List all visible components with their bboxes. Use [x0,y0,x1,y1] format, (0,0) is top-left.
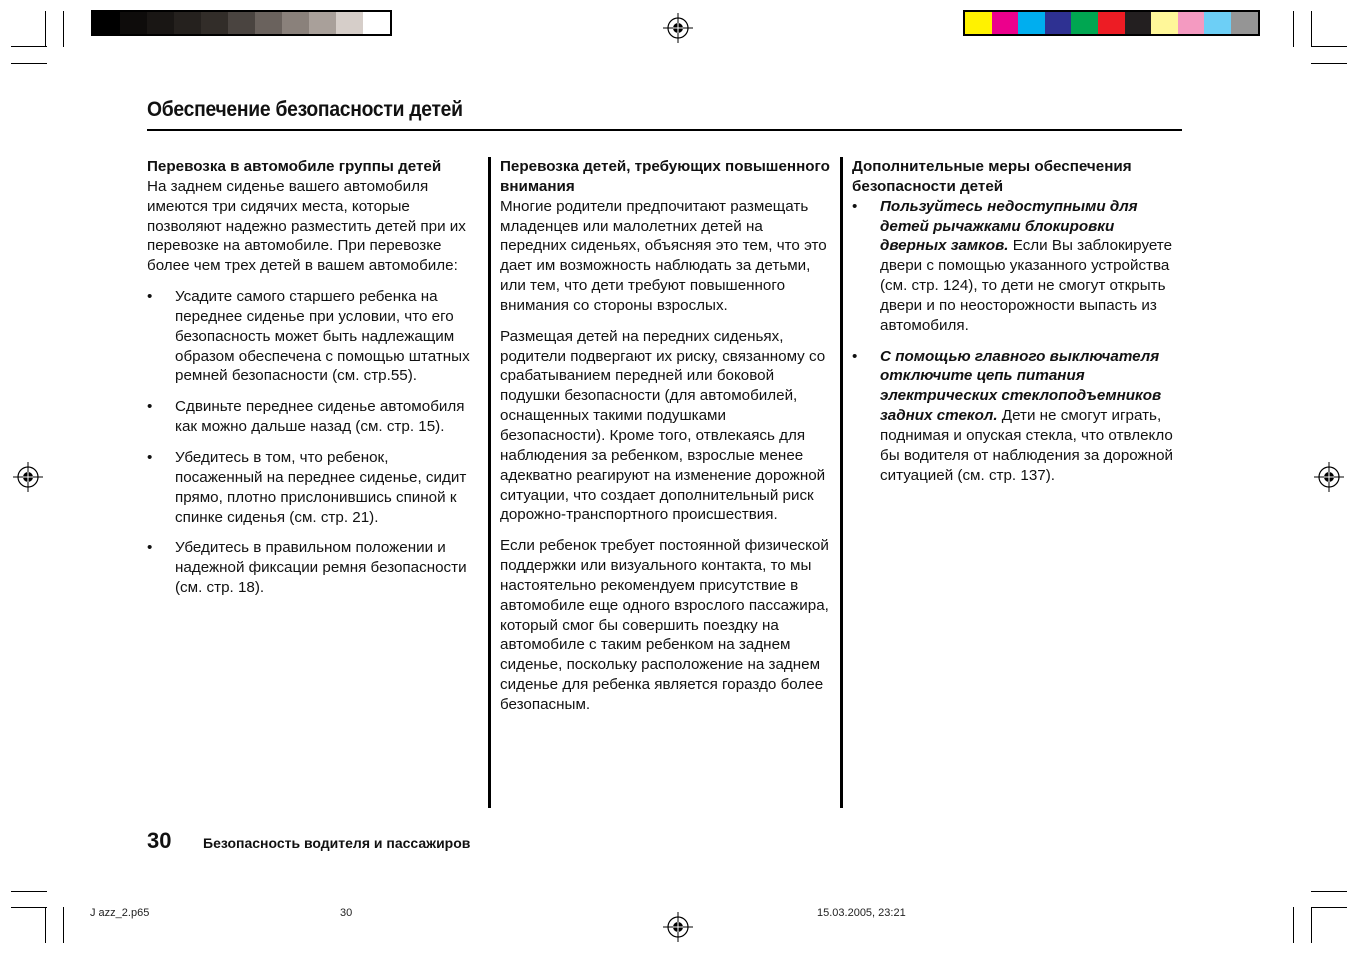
list-item-text: Убедитесь в правильном положении и надежной фиксации ремня безопасности (см. стр. 18). [175,539,467,597]
crop-mark [1293,907,1294,943]
section-heading: Перевозка детей, требующих повышенного внимания [500,158,830,195]
color-swatch [1231,12,1258,34]
list-item [147,397,477,437]
crop-mark [11,907,47,908]
crop-mark [1311,63,1347,64]
crop-mark [1293,11,1294,47]
crop-mark [45,907,46,943]
color-swatch [255,12,282,34]
paragraph: На заднем сиденье вашего автомобиля имеются три сидячих места, которые позволяют надежно разместить детей при их перевозке на автомобиле. При перевозке более чем трех детей в вашем автомобиле: [147,177,466,275]
running-footer-section: Безопасность водителя и пассажиров [203,835,471,851]
color-swatch [992,12,1019,34]
color-swatch [1098,12,1125,34]
crop-mark [11,63,47,64]
page-number: 30 [147,828,172,853]
list-item [852,197,1182,336]
title-rule [147,129,1182,131]
list-item [147,538,477,598]
grayscale-color-bar [91,10,392,36]
registration-mark-icon [13,462,43,492]
column-divider [840,157,843,808]
color-swatch [201,12,228,34]
list-item-text: Сдвиньте переднее сиденье автомобиля как можно дальше назад (см. стр. 15). [175,398,465,436]
color-swatch [336,12,363,34]
slug-page: 30 [340,907,353,919]
bullet-icon: • [852,197,858,215]
color-swatch [309,12,336,34]
list-item-text: Дети не смогут играть, поднимая и опуская стекла, что отвлекло бы водителя от наблюдения за дорожной ситуацией (см. стр. 137). [880,407,1174,484]
page-title: Обеспечение безопасности детей [147,98,463,121]
color-swatch [1204,12,1231,34]
paragraph: Размещая детей на передних сиденьях, родители подвергают их риску, связанному со срабатыванием передней или боковой подушки безопасности (для автомобилей, оснащенных такими подушками безопасности). Кроме того, отвлекаясь для наблюдения за ребенком, взрослые менее адекватно реагируют на изменение дорожной ситуации, что создает дополнительный риск дорожно-транспортного происшествия. [500,327,826,524]
crop-mark [1311,907,1312,943]
crop-mark [1311,907,1347,908]
paragraph: Если ребенок требует постоянной физической поддержки или визуального контакта, то мы настоятельно рекомендуем присутствие в автомобиле еще одного взрослого пассажира, который смог бы совершить поездку на автомобиле с таким ребенком на заднем сиденье, поскольку расположение на заднем сиденье для ребенка является гораздо более безопасным. [500,537,829,713]
column-additional-measures [852,157,1182,486]
list-item-text: Убедитесь в том, что ребенок, посаженный на переднее сиденье, сидит прямо, плотно прислонившись спиной к спинке сиденья (см. стр. 21). [175,448,467,526]
section-heading: Дополнительные меры обеспечения безопасности детей [852,158,1132,195]
color-swatch [1151,12,1178,34]
crop-mark [1311,46,1347,47]
color-swatch [1018,12,1045,34]
list-item-emphasis: Пользуйтесь недоступными для детей рычажками блокировки дверных замков. [880,197,1138,255]
crop-mark [11,891,47,892]
color-swatch [965,12,992,34]
color-swatch [120,12,147,34]
process-color-bar [963,10,1260,36]
list-item [147,287,477,386]
list-item-text: Усадите самого старшего ребенка на переднее сиденье при условии, что его безопасность может быть надлежащим образом обеспечена с помощью штатных ремней безопасности (см. стр.55). [175,288,470,385]
list-item [147,448,477,527]
crop-mark [63,11,64,47]
crop-mark [45,11,46,47]
section-heading: Перевозка в автомобиле группы детей [147,158,442,175]
column-group-transport [147,157,477,598]
column-special-attention [500,157,832,715]
bullet-icon: • [147,539,153,557]
color-swatch [1045,12,1072,34]
slug-filename: J azz_2.p65 [90,907,150,919]
color-swatch [1125,12,1152,34]
bullet-icon: • [147,398,153,416]
list-item [852,347,1182,486]
bullet-icon: • [147,288,153,306]
crop-mark [63,907,64,943]
color-swatch [363,12,390,34]
crop-mark [1311,891,1347,892]
color-swatch [93,12,120,34]
registration-mark-icon [1314,462,1344,492]
registration-mark-icon [663,912,693,942]
color-swatch [1071,12,1098,34]
registration-mark-icon [663,13,693,43]
color-swatch [228,12,255,34]
color-swatch [147,12,174,34]
bullet-icon: • [852,347,858,365]
crop-mark [11,46,47,47]
list-item-emphasis: С помощью главного выключателя отключите цепь питания электрических стеклоподъемников задних стекол. [880,347,1162,425]
color-swatch [1178,12,1205,34]
bullet-icon: • [147,448,153,466]
paragraph: Многие родители предпочитают размещать младенцев или малолетних детей на передних сиденьях, объясняя это тем, что это дает им возможность наблюдать за детьми, или тем, что дети требуют повышенного внимания со стороны взрослых. [500,197,827,314]
color-swatch [174,12,201,34]
color-swatch [282,12,309,34]
crop-mark [1311,11,1312,47]
column-divider [488,157,491,808]
list-item-text: Если Вы заблокируете двери с помощью указанного устройства (см. стр. 124), то дети не смогут открыть двери и по неосторожности выпасть из автомобиля. [880,237,1173,334]
slug-datetime: 15.03.2005, 23:21 [817,907,906,919]
